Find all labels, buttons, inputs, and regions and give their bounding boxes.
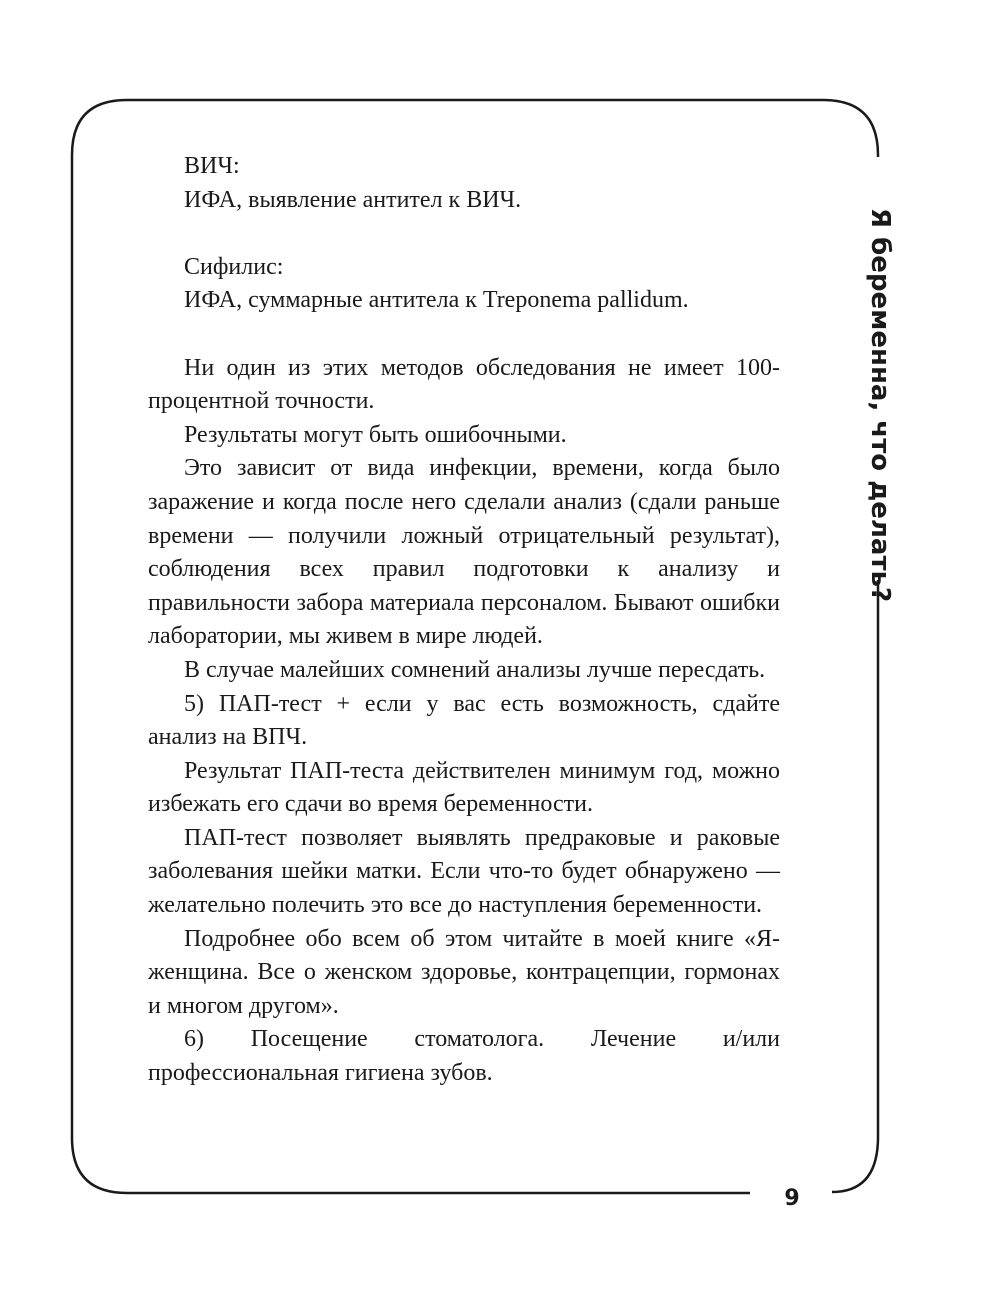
syphilis-title: Сифилис: — [184, 253, 284, 280]
syphilis-test: ИФА, суммарные антитела к Treponema pallidum. — [184, 287, 689, 314]
body-text — [148, 150, 780, 1091]
paragraph: Результаты могут быть ошибочными. — [184, 421, 567, 448]
paragraph: ПАП-тест позволяет выявлять предраковые и раковые заболевания шейки матки. Если что-то будет обнаружено — желательно полечить это все до наступления беременности. — [148, 824, 780, 919]
page-number: 9 — [784, 1186, 800, 1211]
hiv-test: ИФА, выявление антител к ВИЧ. — [184, 186, 522, 213]
paragraph: 5) ПАП-тест + если у вас есть возможность, сдайте анализ на ВПЧ. — [148, 690, 780, 751]
hiv-title: ВИЧ: — [184, 153, 240, 179]
paragraph: В случае малейших сомнений анализы лучше пересдать. — [184, 656, 766, 683]
paragraph: 6) Посещение стоматолога. Лечение и/или профессиональная гигиена зубов. — [148, 1026, 780, 1087]
paragraph: Это зависит от вида инфекции, времени, когда было заражение и когда после него сделали анализ (сдали раньше времени — получили ложный отрицательный результат), соблюдения всех правил подготовки к анализу и правильности забора материала персоналом. Бывают ошибки лаборатории, мы живем в мире людей. — [148, 455, 780, 650]
paragraph: Подробнее обо всем об этом читайте в моей книге «Я-женщина. Все о женском здоровье, контрацепции, гормонах и многом другом». — [148, 925, 780, 1019]
paragraph: Результат ПАП-теста действителен минимум год, можно избежать его сдачи во время беременности. — [148, 757, 780, 818]
running-title: Я беременна, что делать? — [865, 208, 895, 603]
paragraph: Ни один из этих методов обследования не имеет 100-процентной точности. — [148, 354, 780, 415]
